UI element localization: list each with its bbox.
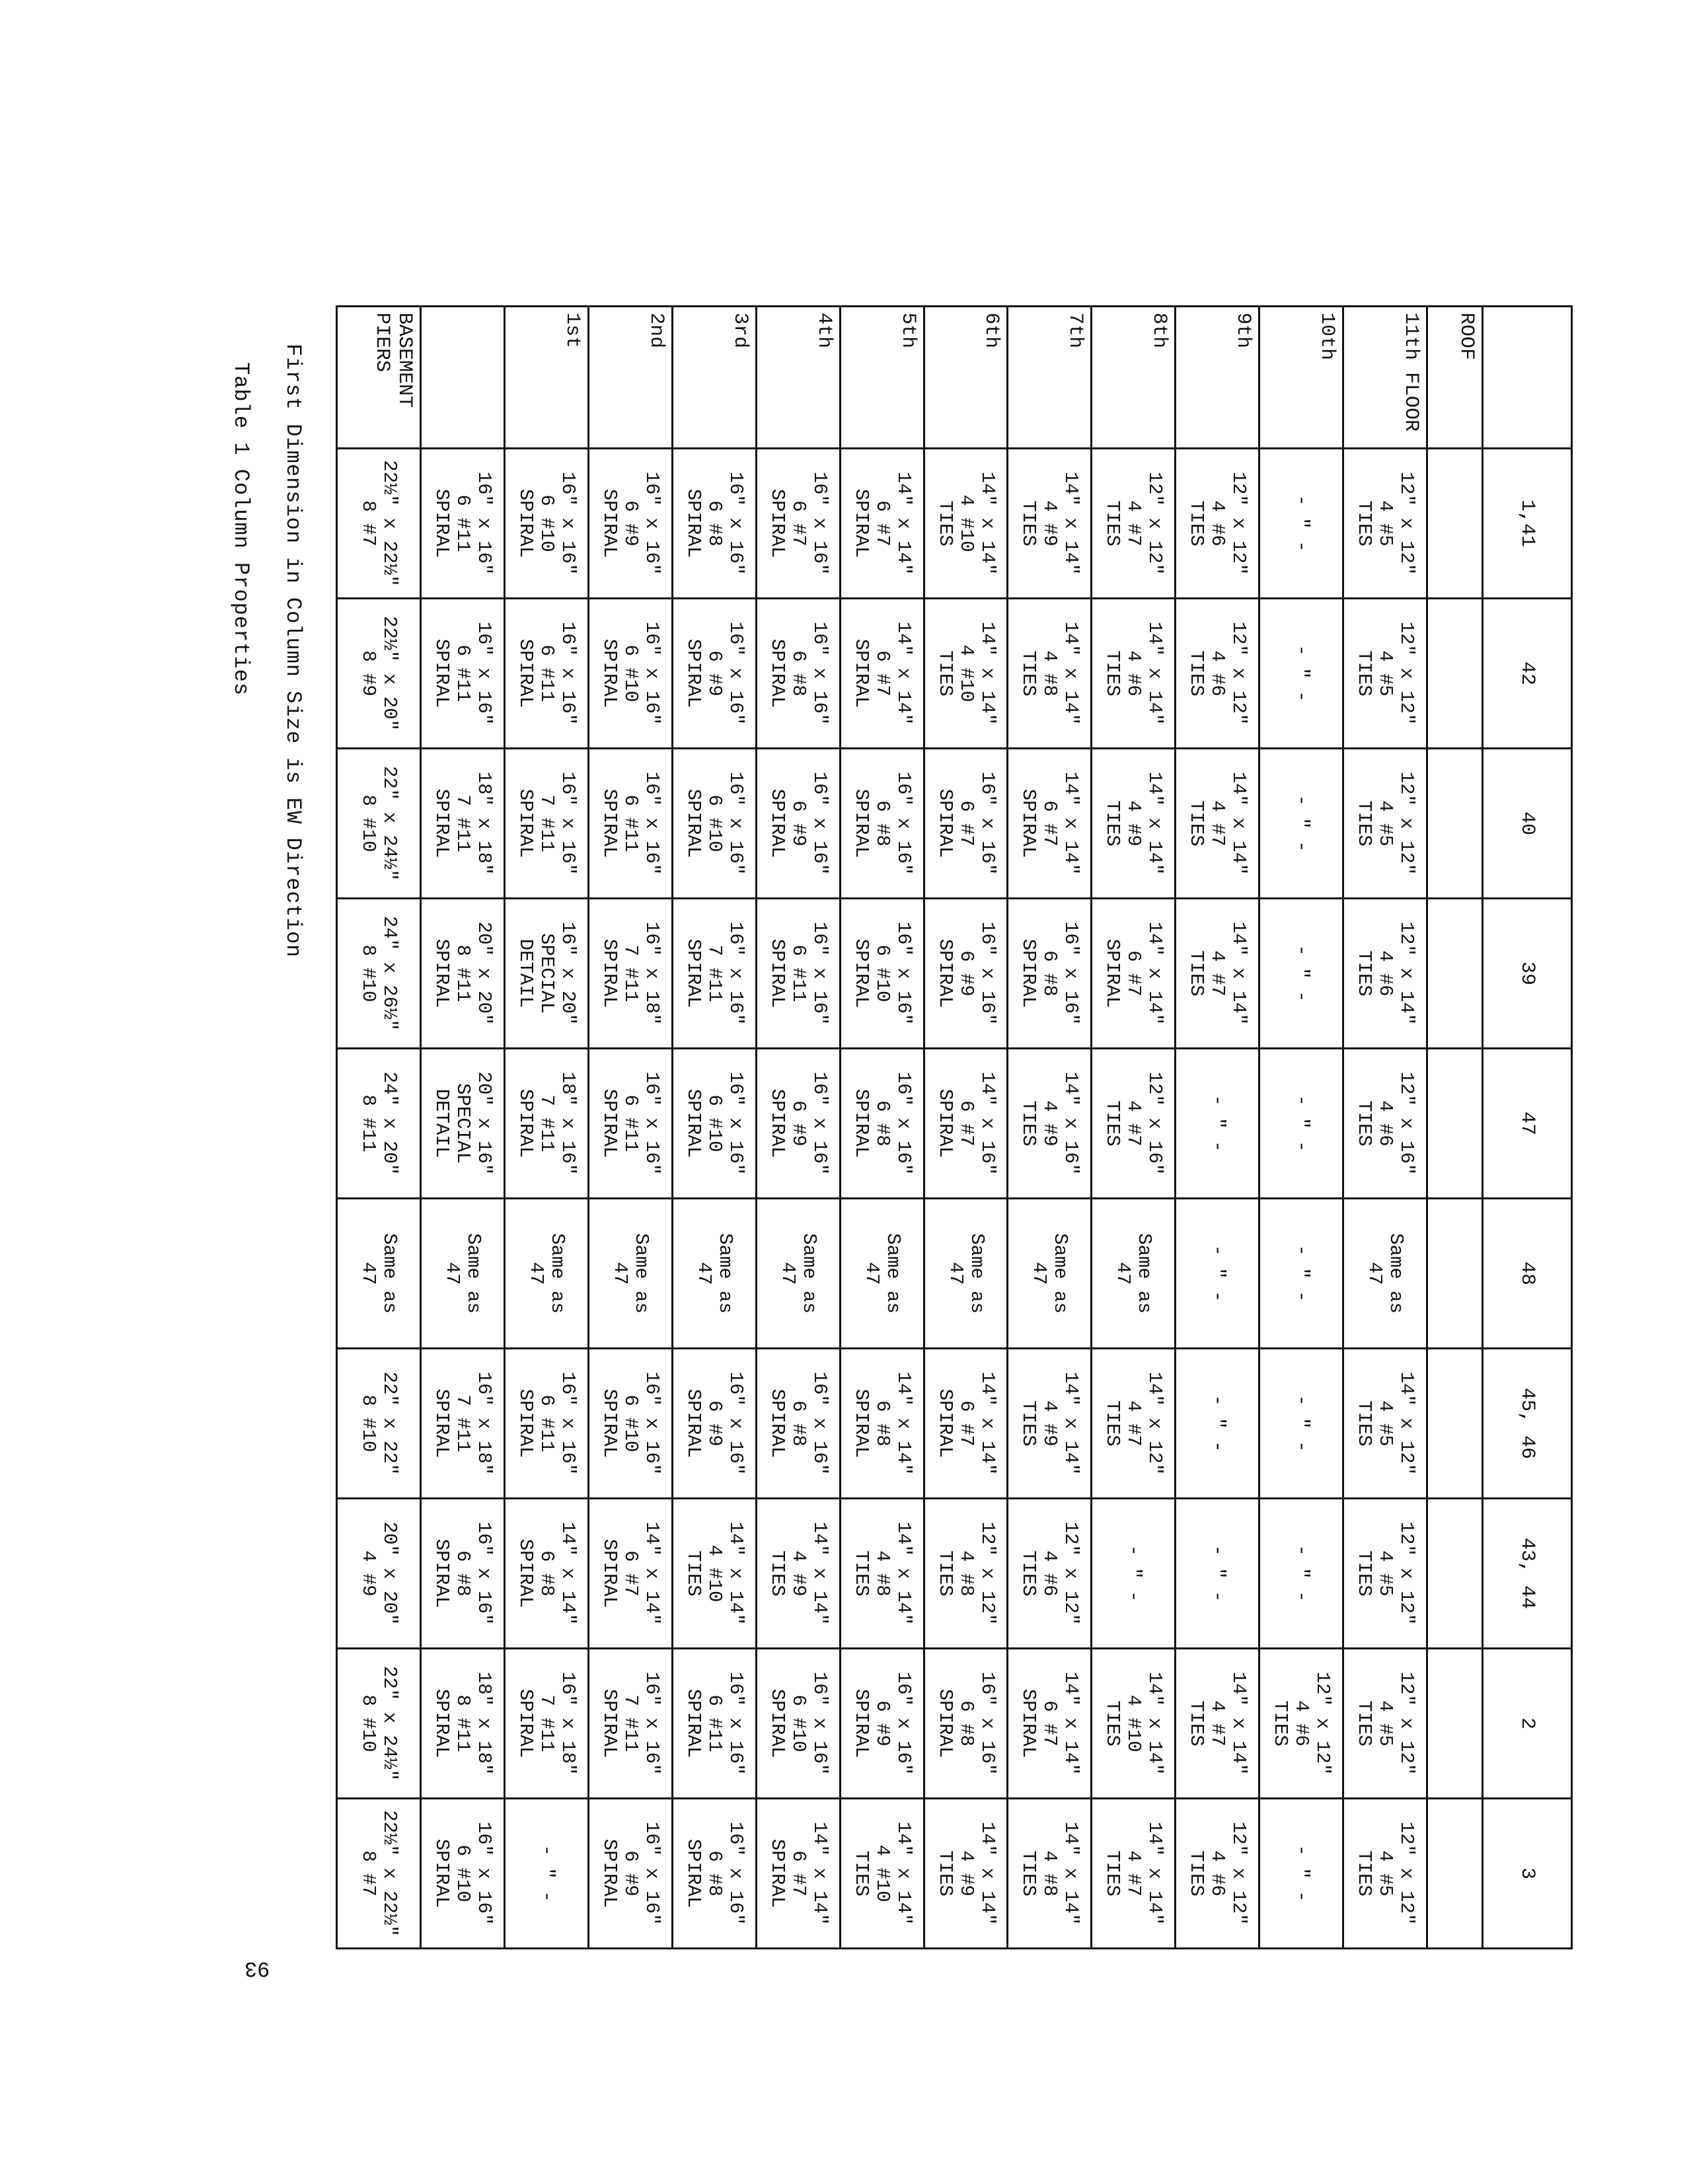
table-cell: 16" x 16" 6 #8 SPIRAL [756, 599, 840, 749]
table-cell: 16" x 16" 6 #10 SPIRAL [588, 599, 672, 749]
table-cell: 14" x 14" 4 #8 TIES [840, 1499, 924, 1649]
page-number: 93 [244, 1956, 270, 1980]
column-properties-table [336, 305, 1573, 1949]
table-row [1176, 307, 1259, 1949]
table-cell: Same as 47 [756, 1199, 840, 1349]
table-cell: 14" x 14" 6 #7 SPIRAL [1008, 749, 1092, 899]
row-label: 2nd [588, 307, 672, 449]
table-cell: 16" x 16" 7 #11 SPIRAL [504, 749, 588, 899]
table-cell: 18" x 18" 8 #11 SPIRAL [421, 1649, 505, 1799]
column-header: 39 [1483, 899, 1572, 1049]
table-cell: - " - [1259, 1049, 1343, 1199]
table-cell: - " - [1259, 1799, 1343, 1949]
table-cell: 14" x 14" 4 #8 TIES [1008, 599, 1092, 749]
table-cell: 12" x 12" 4 #6 TIES [1176, 599, 1259, 749]
table-cell: 22" x 22" 8 #10 [337, 1349, 421, 1499]
table-cell: 14" x 14" 4 #10 TIES [924, 449, 1008, 599]
table-cell: 12" x 12" 4 #5 TIES [1343, 449, 1427, 599]
table-cell: - " - [1259, 1499, 1343, 1649]
table-cell: - " - [1259, 599, 1343, 749]
table-cell: 16" x 16" 7 #11 SPIRAL [588, 1649, 672, 1799]
table-cell: 12" x 12" 4 #6 TIES [1176, 449, 1259, 599]
table-cell: 16" x 16" 6 #8 SPIRAL [840, 749, 924, 899]
table-cell: 16" x 16" 6 #10 SPIRAL [672, 749, 756, 899]
column-header: 1,41 [1483, 449, 1572, 599]
table-cell: 24" x 26½" 8 #10 [337, 899, 421, 1049]
table-cell: 12" x 12" 4 #7 TIES [1092, 449, 1176, 599]
table-row [672, 307, 756, 1949]
table-cell: - " - [1176, 1349, 1259, 1499]
table-cell: 16" x 16" 6 #8 SPIRAL [840, 1049, 924, 1199]
table-cell: 16" x 16" 6 #9 SPIRAL [588, 449, 672, 599]
table-cell: 12" x 12" 4 #5 TIES [1343, 599, 1427, 749]
table-cell: 16" x 16" 6 #9 SPIRAL [672, 599, 756, 749]
table-cell: 16" x 16" 6 #8 SPIRAL [756, 1349, 840, 1499]
table-row [1427, 307, 1483, 1949]
table-cell: 12" x 12" 4 #6 TIES [1008, 1499, 1092, 1649]
table-cell: 16" x 16" 6 #8 SPIRAL [672, 449, 756, 599]
table-cell: 12" x 12" 4 #5 TIES [1343, 1799, 1427, 1949]
row-label: 9th [1176, 307, 1259, 449]
table-cell: 16" x 16" 6 #11 SPIRAL [421, 599, 505, 749]
table-cell: 14" x 14" 6 #7 SPIRAL [840, 599, 924, 749]
table-row [840, 307, 924, 1949]
table-cell: 14" x 14" 4 #10 TIES [840, 1799, 924, 1949]
table-cell: Same as 47 [1092, 1199, 1176, 1349]
table-row [337, 307, 421, 1949]
table-cell: 22½" x 22½" 8 #7 [337, 449, 421, 599]
table-cell: 16" x 16" 7 #11 SPIRAL [672, 899, 756, 1049]
table-cell: 16" x 16" 6 #11 SPIRAL [672, 1649, 756, 1799]
table-body [337, 307, 1483, 1949]
table-cell: 16" x 16" 6 #10 SPIRAL [672, 1049, 756, 1199]
table-cell: 22½" x 22½" 8 #7 [337, 1799, 421, 1949]
table-cell: - " - [504, 1799, 588, 1949]
column-header: 3 [1483, 1799, 1572, 1949]
table-cell: - " - [1176, 1499, 1259, 1649]
table-cell: 14" x 12" 4 #5 TIES [1343, 1349, 1427, 1499]
table-cell: - " - [1092, 1499, 1176, 1649]
table-cell: 14" x 14" 6 #7 SPIRAL [840, 449, 924, 599]
table-cell: 12" x 12" 4 #5 TIES [1343, 1499, 1427, 1649]
table-cell: 16" x 16" 6 #7 SPIRAL [924, 749, 1008, 899]
table-cell: 14" x 14" 4 #9 TIES [1008, 449, 1092, 599]
table-cell: 16" x 16" 6 #11 SPIRAL [504, 1349, 588, 1499]
table-cell: 14" x 14" 4 #9 TIES [1092, 749, 1176, 899]
table-row [421, 307, 505, 1949]
column-header: 43, 44 [1483, 1499, 1572, 1649]
table-cell: 16" x 16" 6 #8 SPIRAL [421, 1499, 505, 1649]
table-cell: 14" x 14" 4 #7 TIES [1176, 899, 1259, 1049]
table-cell: 16" x 16" 6 #11 SPIRAL [588, 749, 672, 899]
table-cell: Same as 47 [588, 1199, 672, 1349]
table-cell: 16" x 16" 6 #11 SPIRAL [588, 1049, 672, 1199]
table-cell: 16" x 16" 6 #10 SPIRAL [504, 449, 588, 599]
table-cell: 14" x 14" 4 #7 TIES [1092, 1799, 1176, 1949]
table-cell: 18" x 18" 7 #11 SPIRAL [421, 749, 505, 899]
table-note: First Dimension in Column Size is EW Direction [281, 344, 305, 958]
table-cell [1427, 449, 1483, 599]
table-cell: 12" x 12" 4 #8 TIES [924, 1499, 1008, 1649]
table-cell: 14" x 14" 6 #7 SPIRAL [924, 1349, 1008, 1499]
table-cell: 14" x 14" 4 #6 TIES [1092, 599, 1176, 749]
table-cell: - " - [1259, 449, 1343, 599]
table-row [1343, 307, 1427, 1949]
table-cell: 14" x 14" 4 #10 TIES [924, 599, 1008, 749]
table-cell: 12" x 14" 4 #6 TIES [1343, 899, 1427, 1049]
table-cell: - " - [1176, 1199, 1259, 1349]
table-cell: 16" x 16" 6 #7 SPIRAL [756, 449, 840, 599]
table-cell [1427, 1799, 1483, 1949]
table-cell: 20" x 20" 8 #11 SPIRAL [421, 899, 505, 1049]
table-title: Table 1 Column Properties [229, 362, 253, 697]
table-row [1259, 307, 1343, 1949]
table-cell [1427, 749, 1483, 899]
column-header: 40 [1483, 749, 1572, 899]
table-cell: 14" x 16" 4 #9 TIES [1008, 1049, 1092, 1199]
column-header: 2 [1483, 1649, 1572, 1799]
table-cell: 22" x 24½" 8 #10 [337, 1649, 421, 1799]
table-row [924, 307, 1008, 1949]
row-label: 4th [756, 307, 840, 449]
table-cell: 14" x 14" 6 #7 SPIRAL [756, 1799, 840, 1949]
table-cell: Same as 47 [504, 1199, 588, 1349]
table-cell: 14" x 14" 6 #8 SPIRAL [840, 1349, 924, 1499]
table-cell: 12" x 12" 4 #6 TIES [1176, 1799, 1259, 1949]
table-cell: 14" x 14" 4 #8 TIES [1008, 1799, 1092, 1949]
table-cell: 12" x 16" 4 #6 TIES [1343, 1049, 1427, 1199]
table-cell: 12" x 12" 4 #6 TIES [1259, 1649, 1343, 1799]
table-cell [1427, 599, 1483, 749]
table-cell: 16" x 16" 6 #8 SPIRAL [924, 1649, 1008, 1799]
table-row [1008, 307, 1092, 1949]
row-label: 11th FLOOR [1343, 307, 1427, 449]
row-label: 3rd [672, 307, 756, 449]
table-cell: 16" x 16" 6 #9 SPIRAL [672, 1349, 756, 1499]
row-label: 7th [1008, 307, 1092, 449]
table-cell: 14" x 14" 4 #9 TIES [1008, 1349, 1092, 1499]
table-cell: - " - [1259, 749, 1343, 899]
table-row [504, 307, 588, 1949]
table-cell: 16" x 18" 7 #11 SPIRAL [421, 1349, 505, 1499]
table-cell: - " - [1176, 1049, 1259, 1199]
table-cell: Same as 47 [421, 1199, 505, 1349]
table-cell: 14" x 14" 4 #9 TIES [756, 1499, 840, 1649]
table-cell: 14" x 16" 6 #7 SPIRAL [924, 1049, 1008, 1199]
row-label: 1st [504, 307, 588, 449]
table-cell: Same as 47 [1343, 1199, 1427, 1349]
table-cell: 16" x 16" 6 #10 SPIRAL [421, 1799, 505, 1949]
table-cell: 16" x 16" 6 #9 SPIRAL [924, 899, 1008, 1049]
table-cell: 16" x 20" SPECIAL DETAIL [504, 899, 588, 1049]
table-cell [1427, 1649, 1483, 1799]
table-cell: 12" x 12" 4 #5 TIES [1343, 1649, 1427, 1799]
table-cell: 20" x 20" 4 #9 [337, 1499, 421, 1649]
column-properties-table-rotated [336, 305, 1573, 1949]
table-cell: 16" x 16" 6 #9 SPIRAL [588, 1799, 672, 1949]
table-cell: 12" x 12" 4 #5 TIES [1343, 749, 1427, 899]
table-cell: 12" x 16" 4 #7 TIES [1092, 1049, 1176, 1199]
table-cell: 16" x 16" 6 #9 SPIRAL [840, 1649, 924, 1799]
header-row [1483, 307, 1572, 1949]
table-cell: 16" x 18" 7 #11 SPIRAL [504, 1649, 588, 1799]
table-cell: 14" x 14" 6 #7 SPIRAL [588, 1499, 672, 1649]
table-cell: 16" x 16" 6 #8 SPIRAL [672, 1799, 756, 1949]
table-cell: 14" x 12" 4 #7 TIES [1092, 1349, 1176, 1499]
table-cell: 22½" x 20" 8 #9 [337, 599, 421, 749]
table-cell: 16" x 16" 6 #9 SPIRAL [756, 749, 840, 899]
table-cell: 24" x 20" 8 #11 [337, 1049, 421, 1199]
table-cell: 20" x 16" SPECIAL DETAIL [421, 1049, 505, 1199]
table-cell: 16" x 16" 6 #9 SPIRAL [756, 1049, 840, 1199]
table-cell: - " - [1259, 899, 1343, 1049]
table-cell: 14" x 14" 4 #9 TIES [924, 1799, 1008, 1949]
table-cell: Same as 47 [1008, 1199, 1092, 1349]
table-row [588, 307, 672, 1949]
column-header: 42 [1483, 599, 1572, 749]
table-cell [1427, 899, 1483, 1049]
column-header: 48 [1483, 1199, 1572, 1349]
table-row [1092, 307, 1176, 1949]
row-label: 10th [1259, 307, 1343, 449]
table-cell: Same as 47 [672, 1199, 756, 1349]
table-cell: - " - [1259, 1349, 1343, 1499]
row-label: 8th [1092, 307, 1176, 449]
table-cell: 14" x 14" 6 #7 SPIRAL [1008, 1649, 1092, 1799]
row-label: 6th [924, 307, 1008, 449]
row-label: ROOF [1427, 307, 1483, 449]
row-label: BASEMENT PIERS [337, 307, 421, 449]
table-cell: Same as 47 [840, 1199, 924, 1349]
table-cell: 22" x 24½" 8 #10 [337, 749, 421, 899]
table-cell: 16" x 18" 7 #11 SPIRAL [588, 899, 672, 1049]
table-cell: 14" x 14" 6 #8 SPIRAL [504, 1499, 588, 1649]
table-cell: 14" x 14" 4 #7 TIES [1176, 1649, 1259, 1799]
table-cell: 14" x 14" 4 #10 TIES [672, 1499, 756, 1649]
column-header: 47 [1483, 1049, 1572, 1199]
row-label: 5th [840, 307, 924, 449]
table-cell: 18" x 16" 7 #11 SPIRAL [504, 1049, 588, 1199]
table-cell: - " - [1259, 1199, 1343, 1349]
column-header: 45, 46 [1483, 1349, 1572, 1499]
table-cell [1427, 1199, 1483, 1349]
table-row [756, 307, 840, 1949]
header-corner [1483, 307, 1572, 449]
row-label [421, 307, 505, 449]
table-cell: 16" x 16" 6 #11 SPIRAL [756, 899, 840, 1049]
table-cell: 14" x 14" 4 #7 TIES [1176, 749, 1259, 899]
table-cell: 16" x 16" 6 #10 SPIRAL [840, 899, 924, 1049]
table-cell [1427, 1499, 1483, 1649]
table-cell: 16" x 16" 6 #11 SPIRAL [504, 599, 588, 749]
table-cell: 16" x 16" 6 #10 SPIRAL [588, 1349, 672, 1499]
table-cell: 16" x 16" 6 #10 SPIRAL [756, 1649, 840, 1799]
table-cell: 14" x 14" 6 #7 SPIRAL [1092, 899, 1176, 1049]
table-cell [1427, 1049, 1483, 1199]
table-cell: 16" x 16" 6 #11 SPIRAL [421, 449, 505, 599]
table-cell [1427, 1349, 1483, 1499]
table-cell: 14" x 14" 4 #10 TIES [1092, 1649, 1176, 1799]
table-cell: Same as 47 [924, 1199, 1008, 1349]
table-cell: Same as 47 [337, 1199, 421, 1349]
table-cell: 16" x 16" 6 #8 SPIRAL [1008, 899, 1092, 1049]
